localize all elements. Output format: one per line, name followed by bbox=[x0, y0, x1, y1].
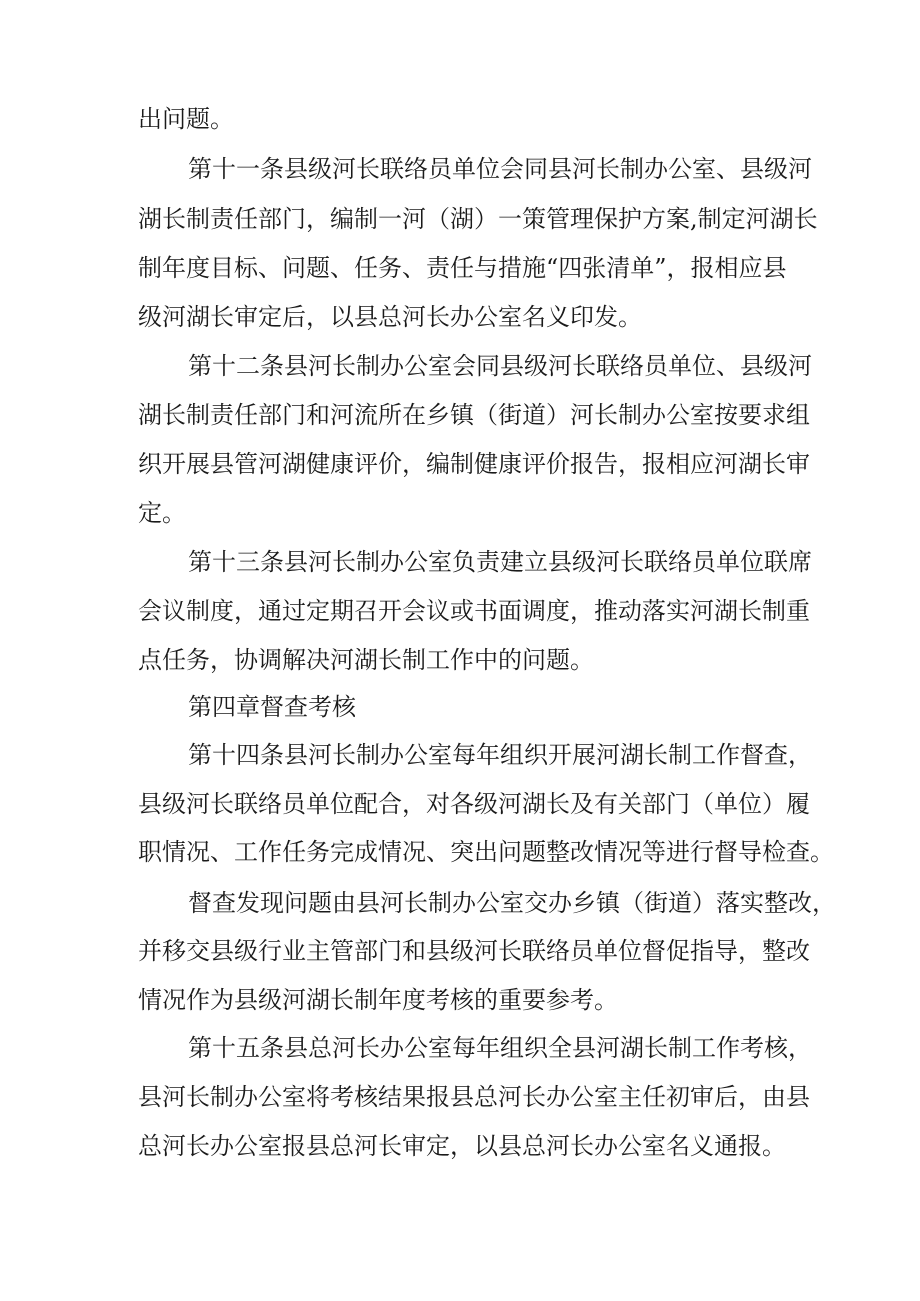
text-line: 织开展县管河湖健康评价，编制健康评价报告，报相应河湖长审 bbox=[138, 450, 810, 478]
text-line: 总河长办公室报县总河长审定，以县总河长办公室名义通报。 bbox=[138, 1132, 786, 1160]
text-line: 督查发现问题由县河长制办公室交办乡镇（街道）落实整改， bbox=[188, 889, 836, 917]
text-line: 点任务，协调解决河湖长制工作中的问题。 bbox=[138, 646, 594, 674]
text-line: 出问题。 bbox=[138, 105, 234, 133]
text-line: 县河长制办公室将考核结果报县总河长办公室主任初审后，由县 bbox=[138, 1083, 810, 1111]
chapter-heading: 第四章督查考核 bbox=[188, 693, 356, 721]
text-line: 第十五条县总河长办公室每年组织全县河湖长制工作考核， bbox=[188, 1034, 812, 1062]
text-line: 第十三条县河长制办公室负责建立县级河长联络员单位联席 bbox=[188, 548, 812, 576]
text-line: 职情况、工作任务完成情况、突出问题整改情况等进行督导检查。 bbox=[138, 838, 834, 866]
text-line: 会议制度，通过定期召开会议或书面调度，推动落实河湖长制重 bbox=[138, 597, 810, 625]
text-line: 情况作为县级河湖长制年度考核的重要参考。 bbox=[138, 986, 618, 1014]
text-line: 第十一条县级河长联络员单位会同县河长制办公室、县级河 bbox=[188, 155, 812, 183]
text-line: 第十四条县河长制办公室每年组织开展河湖长制工作督查， bbox=[188, 741, 812, 769]
text-line: 级河湖长审定后，以县总河长办公室名义印发。 bbox=[138, 303, 642, 331]
text-line: 制年度目标、问题、任务、责任与措施“四张清单”，报相应县 bbox=[138, 254, 787, 282]
text-line: 湖长制责任部门，编制一河（湖）一策管理保护方案,制定河湖长 bbox=[138, 205, 818, 233]
text-line: 定。 bbox=[138, 499, 186, 527]
text-line: 县级河长联络员单位配合，对各级河湖长及有关部门（单位）履 bbox=[138, 790, 810, 818]
text-line: 湖长制责任部门和河流所在乡镇（街道）河长制办公室按要求组 bbox=[138, 401, 810, 429]
text-line: 第十二条县河长制办公室会同县级河长联络员单位、县级河 bbox=[188, 352, 812, 380]
text-line: 并移交县级行业主管部门和县级河长联络员单位督促指导，整改 bbox=[138, 937, 810, 965]
